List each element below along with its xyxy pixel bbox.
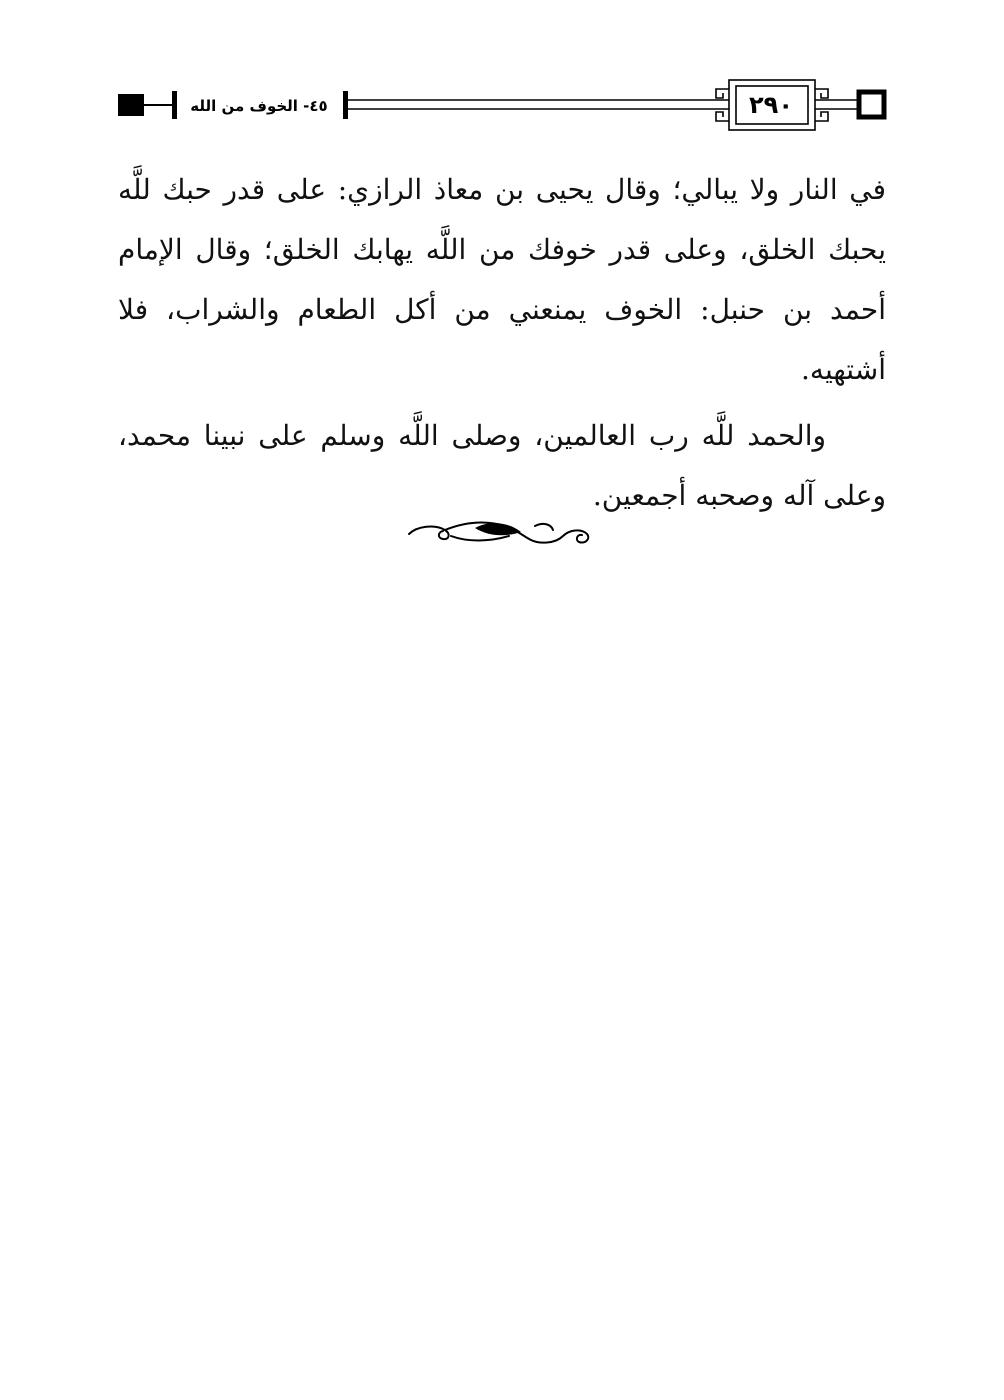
left-square-marker (118, 94, 144, 116)
right-square-marker (859, 92, 884, 117)
end-flourish-icon (405, 512, 595, 552)
body-text (118, 160, 886, 532)
paragraph-closing-quotes: في النار ولا يبالي؛ وقال يحيى بن معاذ الرازي: على قدر حبك للَّه يحبك الخلق، وعلى قدر خوفك من اللَّه يهابك الخلق؛ وقال الإمام أحمد بن حنبل: الخوف يمنعني من أكل الطعام والشراب، فلا أشتهيه. (118, 173, 886, 386)
paragraph-doxology: والحمد للَّه رب العالمين، وصلى اللَّه وسلم على نبينا محمد، وعلى آله وصحبه أجمعين. (118, 419, 886, 512)
header-frame (0, 0, 1004, 160)
title-right-bar (343, 91, 348, 119)
title-left-bar (172, 91, 177, 119)
page-number: ٢٩٠ (749, 91, 793, 119)
chapter-title: ٤٥- الخوف من الله (190, 97, 328, 115)
page-header (0, 0, 1004, 160)
